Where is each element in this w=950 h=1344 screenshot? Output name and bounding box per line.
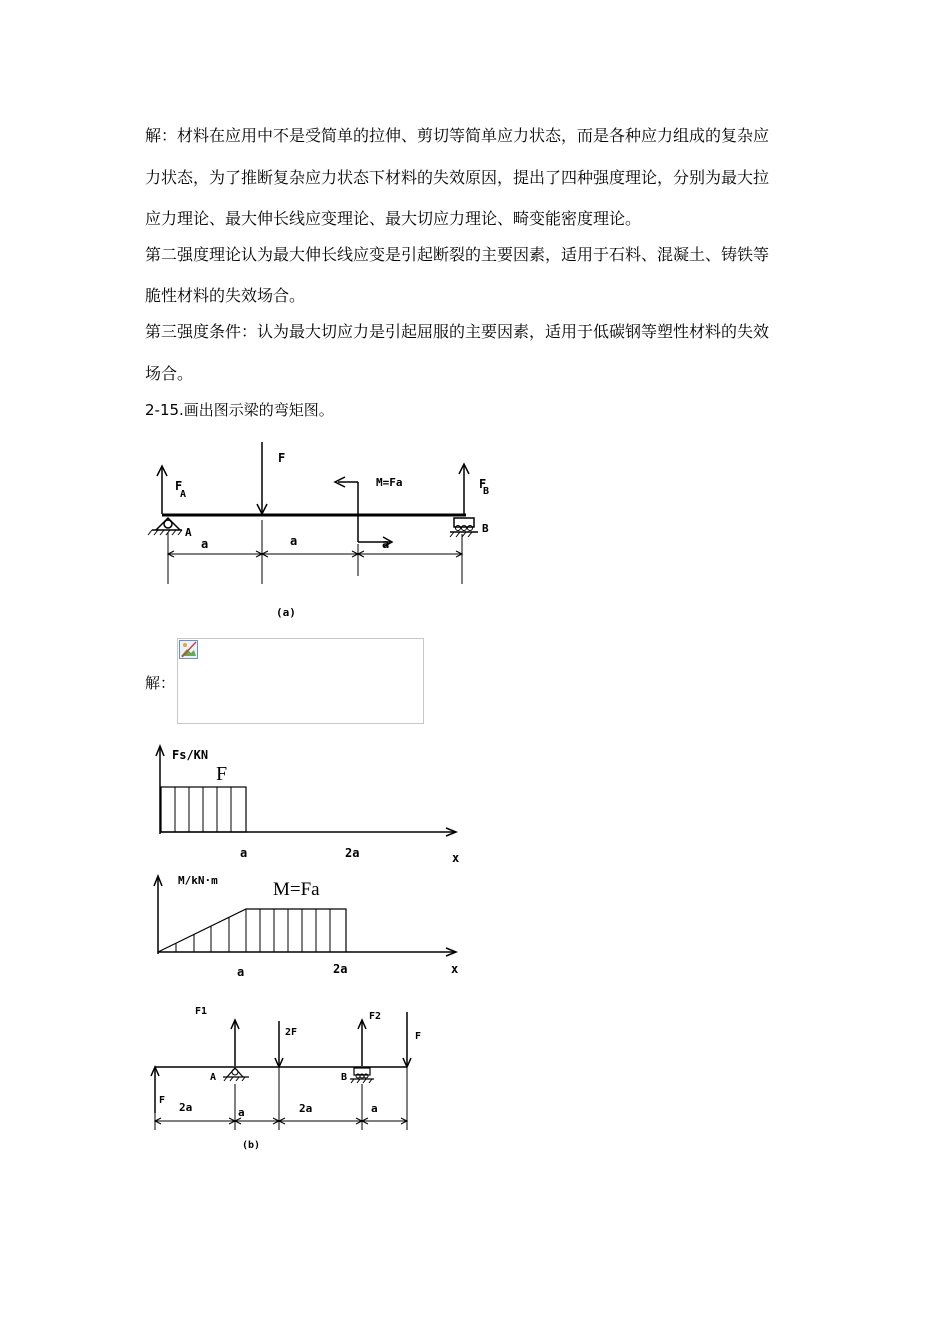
dimension-b-4: a bbox=[371, 1102, 378, 1115]
reaction-a-subscript: A bbox=[180, 489, 187, 500]
moment-tick-2a: 2a bbox=[333, 962, 348, 976]
beam-figure-a bbox=[140, 436, 520, 626]
figure-a-caption: (a) bbox=[276, 606, 296, 619]
paragraph-4: 第二强度理论认为最大伸长线应变是引起断裂的主要因素，适用于石料、混凝土、铸铁等 bbox=[145, 245, 770, 264]
support-a-label-b: A bbox=[210, 1072, 217, 1083]
paragraph-7: 场合。 bbox=[145, 364, 194, 383]
moment-y-label: M/kN·m bbox=[178, 874, 218, 887]
dimension-b-1: 2a bbox=[179, 1101, 193, 1114]
force-f-right-label: F bbox=[415, 1031, 422, 1042]
reaction-b-subscript: B bbox=[483, 486, 490, 497]
problem-title: 2-15.画出图示梁的弯矩图。 bbox=[145, 401, 334, 419]
shear-x-label: x bbox=[452, 851, 460, 865]
force-2f-label: 2F bbox=[285, 1027, 298, 1038]
shear-y-label: Fs/KN bbox=[172, 748, 209, 762]
moment-label: M=Fa bbox=[376, 476, 403, 489]
paragraph-3: 应力理论、最大伸长线应变理论、最大切应力理论、畸变能密度理论。 bbox=[145, 209, 642, 228]
dimension-b-3: 2a bbox=[299, 1102, 313, 1115]
force-f2-label: F2 bbox=[369, 1011, 382, 1022]
broken-image-icon bbox=[179, 640, 198, 659]
paragraph-6: 第三强度条件：认为最大切应力是引起屈服的主要因素，适用于低碳钢等塑性材料的失效 bbox=[145, 322, 770, 341]
moment-x-label: x bbox=[451, 962, 459, 976]
reaction-a-label: F bbox=[175, 479, 183, 493]
reaction-b-label: F bbox=[479, 477, 487, 491]
force-f-label: F bbox=[278, 451, 286, 465]
force-f1-label: F1 bbox=[195, 1006, 208, 1017]
support-b-label-b: B bbox=[341, 1072, 348, 1083]
beam-figure-b bbox=[145, 1000, 445, 1160]
moment-tick-a: a bbox=[237, 965, 245, 979]
shear-value-label: F bbox=[216, 763, 228, 785]
shear-force-diagram bbox=[150, 740, 480, 870]
support-a-label: A bbox=[185, 526, 192, 539]
paragraph-2: 力状态，为了推断复杂应力状态下材料的失效原因，提出了四种强度理论，分别为最大拉 bbox=[145, 168, 770, 187]
dimension-a-1: a bbox=[201, 537, 209, 551]
force-f-left-label: F bbox=[159, 1095, 166, 1106]
missing-image bbox=[177, 638, 424, 724]
dimension-a-3: a bbox=[382, 537, 390, 551]
dimension-a-2: a bbox=[290, 534, 298, 548]
shear-tick-a: a bbox=[240, 846, 248, 860]
bending-moment-diagram bbox=[150, 870, 480, 985]
paragraph-5: 脆性材料的失效场合。 bbox=[145, 286, 306, 305]
shear-tick-2a: 2a bbox=[345, 846, 360, 860]
moment-value-label: M=Fa bbox=[273, 879, 320, 900]
support-b-label: B bbox=[482, 522, 489, 535]
dimension-b-2: a bbox=[238, 1106, 245, 1119]
figure-b-caption: (b) bbox=[242, 1140, 261, 1151]
solution-label: 解： bbox=[145, 674, 176, 692]
paragraph-1: 解：材料在应用中不是受简单的拉伸、剪切等简单应力状态，而是各种应力组成的复杂应 bbox=[145, 126, 770, 145]
